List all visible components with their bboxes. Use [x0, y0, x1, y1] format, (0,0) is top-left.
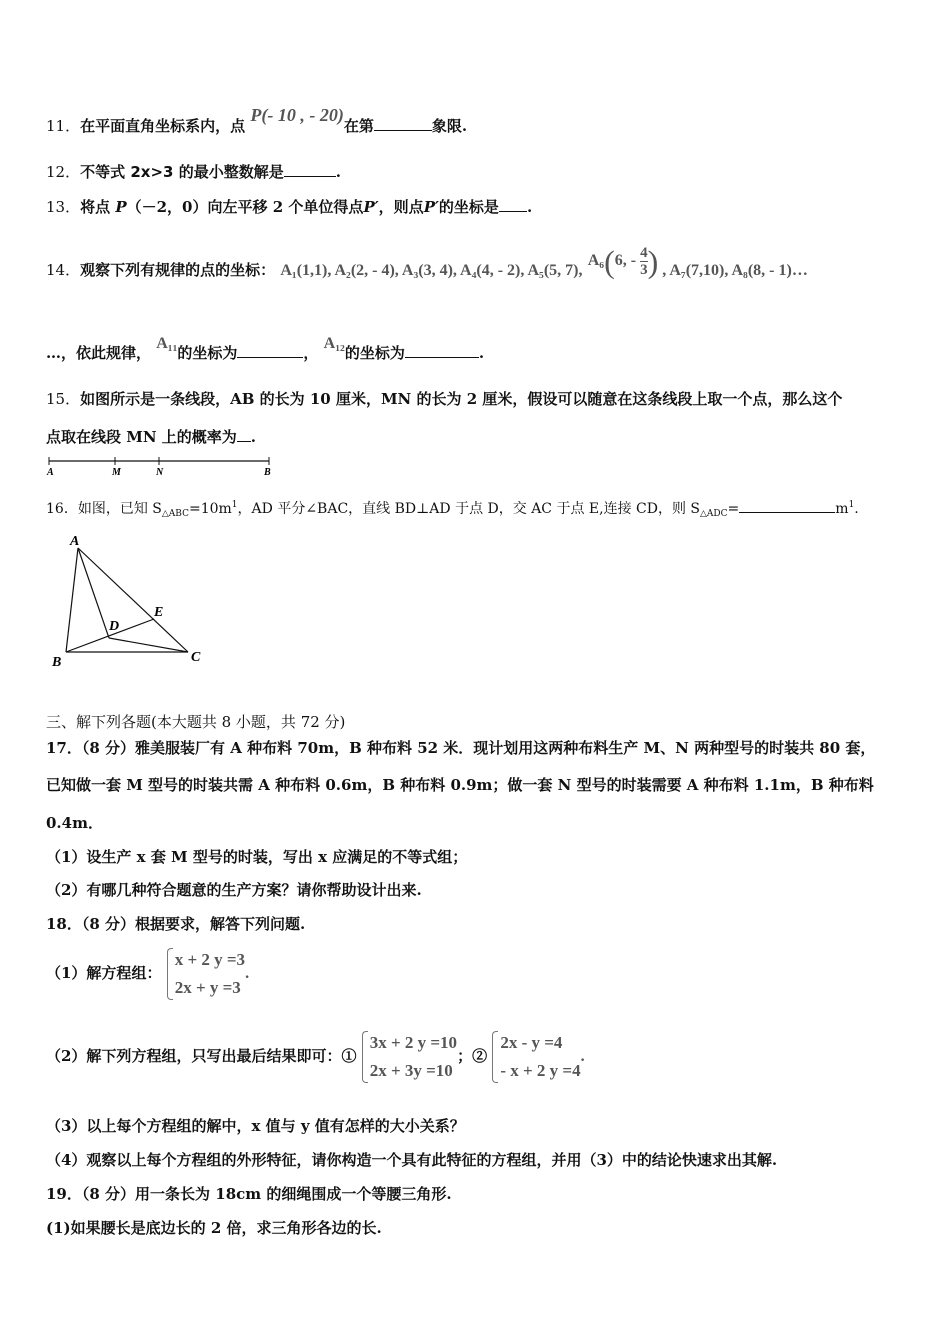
q13-coord: （－2，0） — [126, 198, 208, 216]
q14-number: 14． — [46, 261, 81, 280]
q11-answer-blank[interactable] — [374, 116, 432, 131]
q14-sequence-2: , A₇(7,10), A₈(8, - 1)… — [662, 262, 808, 280]
q11-point: P(- 10 , - 20) — [250, 105, 344, 125]
q18-system-3-eq-1: 2x - y =4 — [500, 1033, 563, 1052]
q13-text-5: 的坐标是 — [438, 198, 499, 216]
q18-separator: ；② — [457, 1047, 488, 1065]
q18-system-3 — [492, 1029, 580, 1085]
q16-sub-adc: △ADC — [700, 509, 728, 519]
q14-a6-numerator: 4 — [640, 245, 648, 261]
q13-text-4: ，则点 — [378, 198, 424, 216]
q14-text-3: 的坐标为 — [177, 344, 238, 362]
question-17-part-2: （2）有哪几种符合题意的生产方案？请你帮助设计出来. — [46, 881, 422, 899]
q12-answer-blank[interactable] — [284, 162, 336, 177]
q13-text-6: . — [526, 198, 533, 216]
label-a: A — [47, 467, 54, 478]
question-17-part-1: （1）设生产 x 套 M 型号的时装，写出 x 应满足的不等式组； — [46, 848, 468, 866]
q14-text-2: …，依此规律， — [46, 344, 152, 362]
q12-text-3: . — [335, 163, 341, 181]
q13-answer-blank[interactable] — [499, 197, 527, 212]
q14-a6-fraction — [640, 245, 648, 278]
question-19-part-1: (1)如果腰长是底边长的 2 倍，求三角形各边的长. — [46, 1219, 382, 1237]
q15-text-2: 点取在线段 MN 上的概率为 — [46, 428, 237, 446]
q13-point-p-prime-2: P′ — [423, 198, 439, 216]
question-14 — [46, 243, 808, 288]
q18-system-1 — [167, 946, 245, 1002]
q14-answer-blank-1[interactable] — [237, 343, 303, 358]
q15-number: 15． — [46, 390, 81, 408]
question-16 — [46, 495, 859, 524]
q16-text-6: . — [854, 501, 859, 517]
q16-sub-abc: △ABC — [161, 509, 189, 519]
question-19: 19．（8 分）用一条长为 18cm 的细绳围成一个等腰三角形. — [46, 1185, 452, 1203]
q16-text-3: ，AD 平分∠BAC，直线 BD⊥AD 于点 D，交 AC 于点 E,连接 CD，则 S — [237, 501, 701, 517]
question-17-line-3: 0.4m． — [46, 814, 103, 832]
q18-system-2 — [362, 1029, 457, 1085]
q14-text: 观察下列有规律的点的坐标： — [80, 261, 276, 280]
q13-point-p-prime: P′ — [363, 198, 379, 216]
q13-text-2: 向左平移 — [207, 198, 268, 216]
question-13 — [46, 197, 532, 217]
vertex-a: A — [70, 534, 80, 549]
q14-answer-blank-2[interactable] — [405, 343, 479, 358]
line-ad — [78, 548, 109, 638]
label-b: B — [264, 467, 271, 478]
vertex-e: E — [154, 605, 164, 620]
q14-a6-x: 6, - — [614, 252, 637, 270]
label-m: M — [112, 467, 121, 478]
q15-answer-blank[interactable] — [237, 427, 251, 442]
question-14-line-2 — [46, 335, 485, 364]
question-18-part-4: （4）观察以上每个方程组的外形特征，请你构造一个具有此特征的方程组，并用（3）中的结论快速求出其解. — [46, 1151, 778, 1169]
q16-text-5: m — [835, 501, 849, 517]
q18-part-2-text: （2）解下列方程组，只写出最后结果即可：① — [46, 1047, 357, 1065]
q14-a12: A₁₂ — [323, 335, 345, 352]
q16-text-4: = — [727, 501, 740, 517]
q14-text-4: ， — [303, 344, 319, 362]
q16-sup-2: 1 — [848, 500, 855, 510]
q12-number: 12． — [46, 163, 81, 181]
q18-dot-1: . — [245, 965, 250, 982]
question-17: 17．（8 分）雅美服装厂有 A 种布料 70m，B 种布料 52 米．现计划用这两种布料生产 M、N 两种型号的时装共 80 套， — [46, 739, 876, 757]
q14-a6: A₆(6, - $\frac{4}{3}$ ) — [587, 243, 659, 280]
q16-sup-1: 1 — [231, 500, 238, 510]
q18-dot-2: . — [580, 1048, 585, 1065]
label-n: N — [156, 467, 164, 478]
q18-system-2-eq-1: 3x + 2 y =10 — [369, 1033, 458, 1052]
q18-system-3-eq-2: - x + 2 y =4 — [500, 1061, 581, 1080]
side-ac — [78, 548, 188, 652]
q13-point-p: P — [115, 198, 127, 216]
q11-number: 11． — [46, 117, 81, 135]
section-title: 三、解下列各题(本大题共 8 小题，共 72 分) — [46, 713, 346, 731]
q15-text-3: . — [250, 428, 256, 446]
q14-sequence-1: A₁(1,1), A₂(2, - 4), A₃(3, 4), A₄(4, - 2), A₅(5, 7), — [280, 262, 583, 280]
side-ab — [66, 548, 78, 652]
question-18-part-1 — [46, 945, 249, 1002]
q11-text-3: 象限. — [431, 117, 468, 135]
question-17-line-2: 已知做一套 M 型号的时装共需 A 种布料 0.6m，B 种布料 0.9m；做一套 N 型号的时装需要 A 种布料 1.1m，B 种布料 — [46, 776, 874, 794]
q16-text-2: =10m — [188, 501, 232, 517]
q18-system-2-eq-2: 2x + 3y =10 — [369, 1061, 453, 1080]
q11-text-2: 在第 — [343, 117, 374, 135]
q14-text-6: . — [478, 344, 485, 362]
q15-text: 如图所示是一条线段，AB 的长为 10 厘米，MN 的长为 2 厘米，假设可以随意在这条线段上取一个点，那么这个 — [80, 390, 843, 408]
q18-system-1-eq-1: x + 2 y =3 — [174, 950, 246, 969]
segment-figure — [44, 454, 276, 478]
question-18-part-3: （3）以上每个方程组的解中，x 值与 y 值有怎样的大小关系？ — [46, 1117, 465, 1135]
q11-text: 在平面直角坐标系内，点 — [80, 117, 246, 135]
q14-a11: A₁₁ — [156, 335, 178, 352]
triangle-figure — [46, 530, 216, 672]
q18-part-1-text: （1）解方程组： — [46, 964, 162, 982]
q14-text-5: 的坐标为 — [344, 344, 405, 362]
q12-text: 不等式 — [80, 163, 126, 181]
q13-text-3: 个单位得点 — [288, 198, 364, 216]
vertex-b: B — [52, 655, 62, 670]
q13-text: 将点 — [80, 198, 111, 216]
q12-text-2: 的最小整数解是 — [178, 163, 284, 181]
question-18-part-2 — [46, 1028, 585, 1085]
q13-shift: 2 — [272, 198, 284, 216]
q18-system-1-eq-2: 2x + y =3 — [174, 978, 241, 997]
q16-number: 16． — [46, 501, 78, 517]
question-15 — [46, 389, 842, 409]
q13-number: 13． — [46, 198, 81, 216]
question-18: 18．（8 分）根据要求，解答下列问题. — [46, 915, 306, 933]
question-12 — [46, 162, 341, 182]
question-11 — [46, 105, 468, 136]
q12-inequality: 2x>3 — [130, 163, 174, 181]
q16-text: 如图，已知 S — [77, 501, 162, 517]
q14-a6-denominator: 3 — [640, 262, 648, 278]
q16-answer-blank[interactable] — [739, 498, 835, 513]
vertex-d: D — [109, 619, 120, 634]
q14-a6-label: A₆ — [587, 252, 605, 270]
question-15-line-2 — [46, 427, 256, 447]
vertex-c: C — [191, 650, 201, 665]
